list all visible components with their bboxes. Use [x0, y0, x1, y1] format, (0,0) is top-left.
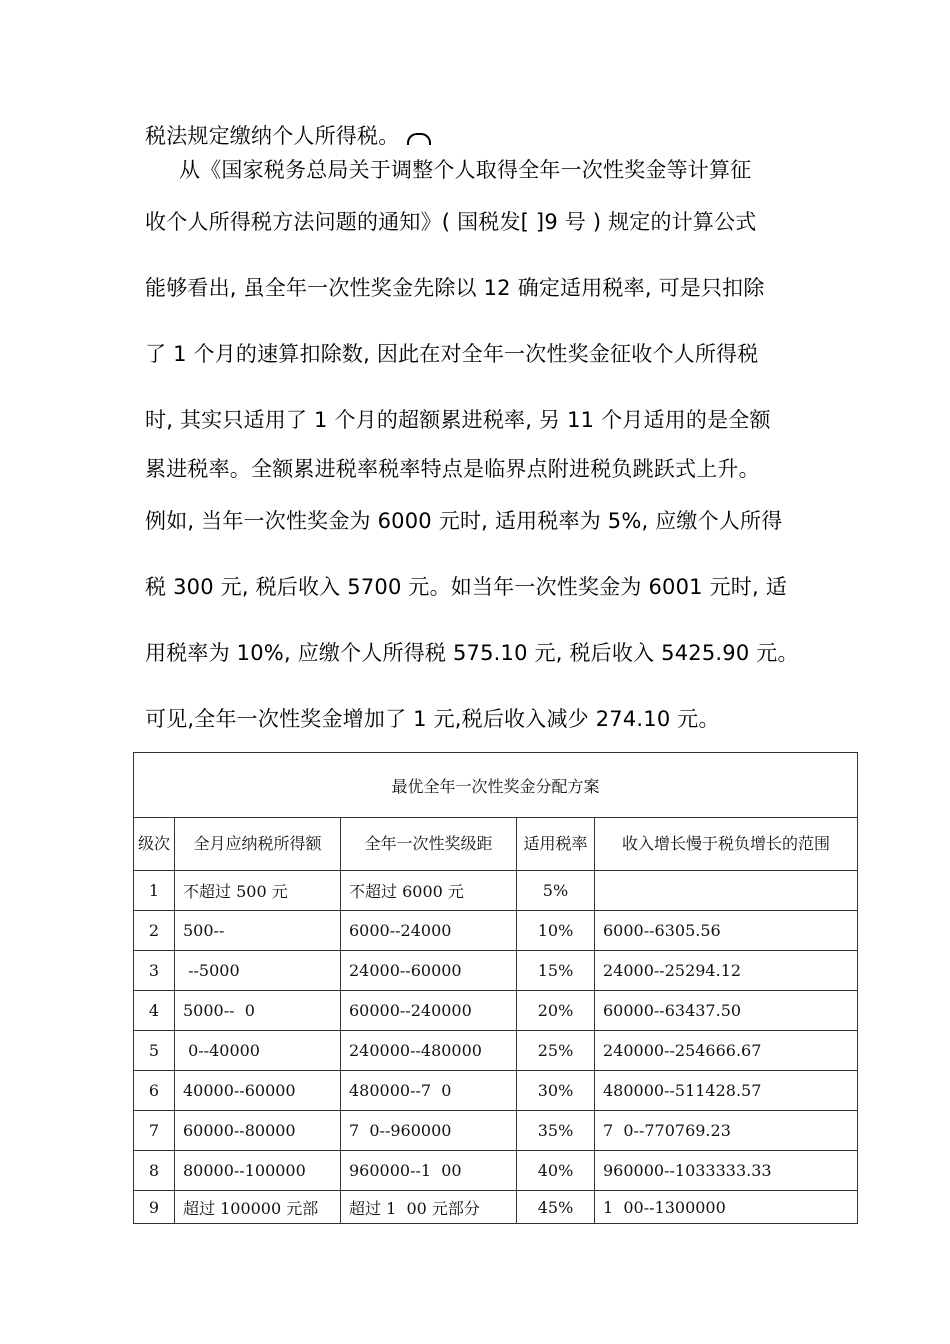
- paragraph-line-9: 税 300 元, 税后收入 5700 元。如当年一次性奖金为 6001 元时, 适: [145, 575, 787, 599]
- cell-monthly-income: 80000--100000: [175, 1151, 341, 1191]
- cell-monthly-income: 40000--60000: [175, 1071, 341, 1111]
- cell-tax-rate: 15%: [517, 951, 595, 991]
- cell-bonus-bracket: 60000--240000: [341, 991, 517, 1031]
- cell-tax-rate: 35%: [517, 1111, 595, 1151]
- cell-level: 4: [134, 991, 175, 1031]
- table-row: [134, 1151, 858, 1191]
- paragraph-line-10: 用税率为 10%, 应缴个人所得税 575.10 元, 税后收入 5425.90 元。: [145, 641, 799, 665]
- table-row: [134, 991, 858, 1031]
- cell-range: 60000--63437.50: [595, 991, 858, 1031]
- cell-tax-rate: 20%: [517, 991, 595, 1031]
- cell-level: 2: [134, 911, 175, 951]
- cell-tax-rate: 40%: [517, 1151, 595, 1191]
- paragraph-line-7: 累进税率。全额累进税率税率特点是临界点附进税负跳跃式上升。: [145, 457, 760, 481]
- paragraph-line-5: 了 1 个月的速算扣除数, 因此在对全年一次性奖金征收个人所得税: [145, 342, 759, 366]
- cell-range: 480000--511428.57: [595, 1071, 858, 1111]
- cell-bonus-bracket: 6000--24000: [341, 911, 517, 951]
- cell-tax-rate: 45%: [517, 1191, 595, 1224]
- cell-monthly-income: 超过 100000 元部: [175, 1191, 341, 1224]
- table-row: [134, 1031, 858, 1071]
- cell-range: 240000--254666.67: [595, 1031, 858, 1071]
- header-range: 收入增长慢于税负增长的范围: [595, 818, 858, 871]
- table-row: [134, 871, 858, 911]
- cell-monthly-income: 60000--80000: [175, 1111, 341, 1151]
- table-row: [134, 1071, 858, 1111]
- cell-bonus-bracket: 240000--480000: [341, 1031, 517, 1071]
- cell-monthly-income: 不超过 500 元: [175, 871, 341, 911]
- cell-bonus-bracket: 7 0--960000: [341, 1111, 517, 1151]
- cell-range: 960000--1033333.33: [595, 1151, 858, 1191]
- cell-bonus-bracket: 超过 1 00 元部分: [341, 1191, 517, 1224]
- cell-bonus-bracket: 480000--7 0: [341, 1071, 517, 1111]
- cell-bonus-bracket: 不超过 6000 元: [341, 871, 517, 911]
- cell-tax-rate: 30%: [517, 1071, 595, 1111]
- paragraph-line-4: 能够看出, 虽全年一次性奖金先除以 12 确定适用税率, 可是只扣除: [145, 276, 765, 300]
- cell-level: 9: [134, 1191, 175, 1224]
- cell-level: 6: [134, 1071, 175, 1111]
- cell-range: 7 0--770769.23: [595, 1111, 858, 1151]
- paragraph-line-2: 从《国家税务总局关于调整个人取得全年一次性奖金等计算征: [179, 158, 752, 182]
- table-row: [134, 951, 858, 991]
- paragraph-line-6: 时, 其实只适用了 1 个月的超额累进税率, 另 11 个月适用的是全额: [145, 408, 771, 432]
- cell-range: 24000--25294.12: [595, 951, 858, 991]
- paragraph-line-11: 可见,全年一次性奖金增加了 1 元,税后收入减少 274.10 元。: [145, 707, 720, 731]
- table-row: [134, 1191, 858, 1224]
- annotation-mark: [407, 133, 431, 145]
- cell-tax-rate: 10%: [517, 911, 595, 951]
- cell-level: 3: [134, 951, 175, 991]
- cell-bonus-bracket: 24000--60000: [341, 951, 517, 991]
- cell-bonus-bracket: 960000--1 00: [341, 1151, 517, 1191]
- cell-monthly-income: 5000-- 0: [175, 991, 341, 1031]
- paragraph-line-3: 收个人所得税方法问题的通知》( 国税发[ ]9 号 ) 规定的计算公式: [145, 210, 757, 234]
- cell-range: [595, 871, 858, 911]
- cell-range: 6000--6305.56: [595, 911, 858, 951]
- cell-level: 1: [134, 871, 175, 911]
- header-tax-rate: 适用税率: [517, 818, 595, 871]
- cell-monthly-income: 500--: [175, 911, 341, 951]
- header-monthly-taxable-income: 全月应纳税所得额: [175, 818, 341, 871]
- cell-monthly-income: 0--40000: [175, 1031, 341, 1071]
- paragraph-line-1: 税法规定缴纳个人所得税。: [145, 122, 825, 150]
- cell-tax-rate: 5%: [517, 871, 595, 911]
- header-annual-bonus-bracket: 全年一次性奖级距: [341, 818, 517, 871]
- paragraph-line-8: 例如, 当年一次性奖金为 6000 元时, 适用税率为 5%, 应缴个人所得: [145, 509, 783, 533]
- cell-level: 7: [134, 1111, 175, 1151]
- cell-level: 5: [134, 1031, 175, 1071]
- cell-range: 1 00--1300000: [595, 1191, 858, 1224]
- header-level: 级次: [134, 818, 175, 871]
- table-row: [134, 1111, 858, 1151]
- cell-tax-rate: 25%: [517, 1031, 595, 1071]
- bonus-allocation-table: [133, 752, 858, 1224]
- table-header-row: [134, 818, 858, 871]
- table-row: [134, 911, 858, 951]
- cell-level: 8: [134, 1151, 175, 1191]
- cell-monthly-income: --5000: [175, 951, 341, 991]
- table-title: 最优全年一次性奖金分配方案: [134, 753, 858, 818]
